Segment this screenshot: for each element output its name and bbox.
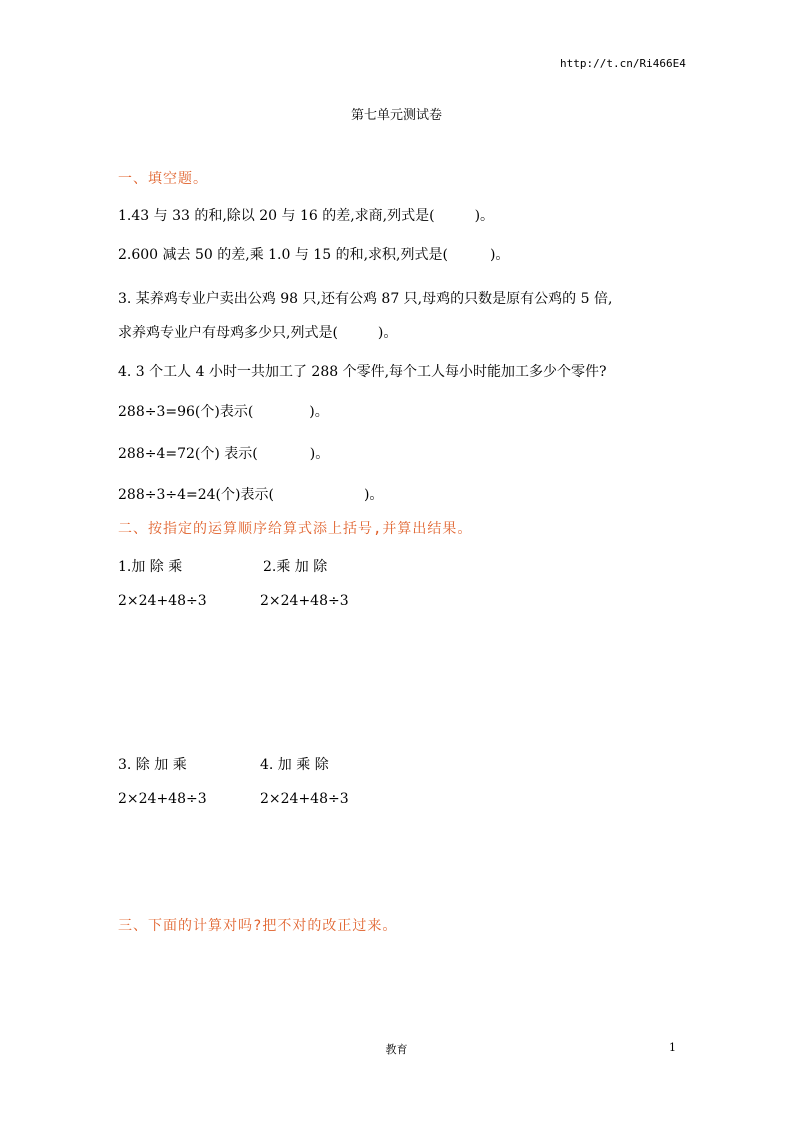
question-1-close: )。 [474,208,495,224]
question-4a [118,401,329,421]
question-2-close: )。 [489,247,510,263]
page-title: 第七单元测试卷 [350,108,442,123]
question-4a-text: 288÷3=96(个)表示( [118,404,254,420]
section2-heading: 二、按指定的运算顺序给算式添上括号,并算出结果。 [118,521,473,537]
question-4a-close: )。 [309,404,329,420]
question-4c [118,484,383,504]
problem-1-expression: 2×24+48÷3 [118,593,207,609]
question-4c-text: 288÷3÷4=24(个)表示( [118,487,274,503]
question-2-text: 2.600 减去 50 的差,乘 1.0 与 15 的和,求积,列式是( [118,247,448,263]
section1-heading: 一、填空题。 [118,171,208,187]
problem-2-expression: 2×24+48÷3 [260,593,349,609]
question-3-line2 [118,322,397,342]
problem-4-label: 4. 加 乘 除 [260,757,329,773]
question-1-text: 1.43 与 33 的和,除以 20 与 16 的差,求商,列式是( [118,208,435,224]
page-number: 1 [669,1041,676,1054]
problem-1-label: 1.加 除 乘 [118,559,183,575]
question-1 [118,205,494,225]
question-3-text: 求养鸡专业户有母鸡多少只,列式是( [118,325,338,341]
question-4c-close: )。 [363,487,384,503]
problem-4-expression: 2×24+48÷3 [260,791,349,807]
question-4b-text: 288÷4=72(个) 表示( [118,446,258,462]
problem-3-expression: 2×24+48÷3 [118,791,207,807]
problem-2-label: 2.乘 加 除 [263,559,328,575]
question-4b [118,443,329,463]
footer-text: 教育 [385,1043,408,1056]
question-2 [118,244,509,264]
section3-heading: 三、下面的计算对吗?把不对的改正过来。 [118,918,398,934]
question-3-close: )。 [377,325,398,341]
question-4: 4. 3 个工人 4 小时一共加工了 288 个零件,每个工人每小时能加工多少个零件? [118,364,607,380]
problem-3-label: 3. 除 加 乘 [118,757,187,773]
question-3-line1: 3. 某养鸡专业户卖出公鸡 98 只,还有公鸡 87 只,母鸡的只数是原有公鸡的 5 倍, [118,291,613,307]
header-url: http://t.cn/Ri466E4 [560,57,686,70]
question-4b-close: )。 [309,446,330,462]
